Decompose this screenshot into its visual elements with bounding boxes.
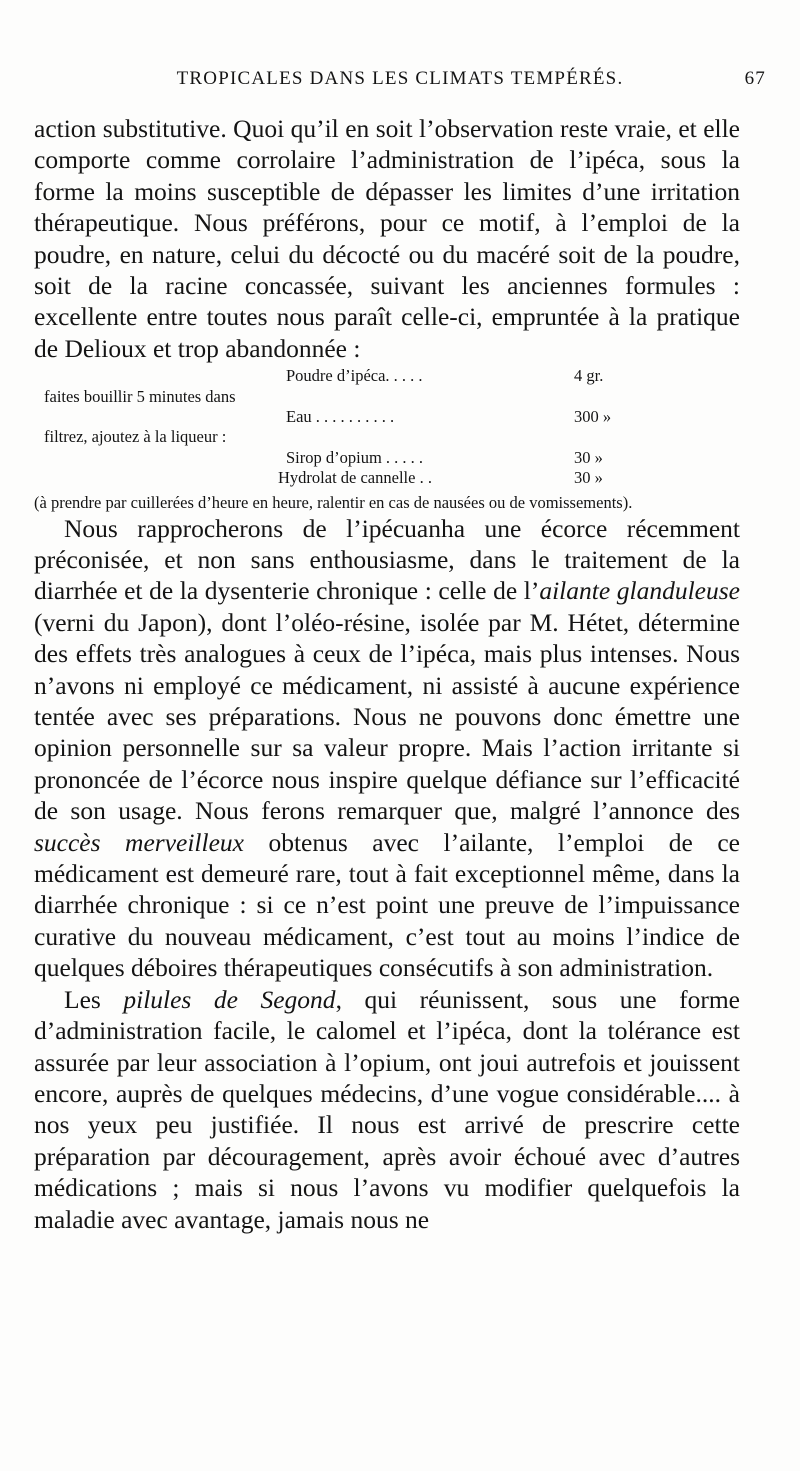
recipe-instruction: filtrez, ajoutez à la liqueur : (44, 427, 227, 447)
recipe-line (34, 366, 740, 386)
recipe-quantity: 4 gr. (574, 366, 604, 386)
recipe-line (34, 407, 740, 427)
text-run: Les (64, 984, 124, 1014)
paragraph-2 (34, 513, 740, 984)
italic-term: succès merveilleux (34, 827, 244, 857)
recipe-line (34, 448, 740, 468)
text-run: Nous rapprocherons de l’ipécuanha une écorce récemment préconisée, et non sans enthousiasme, dans le traitement de la diarrhée et de la dysenterie chronique : celle de l’ (34, 513, 740, 606)
text-run: (verni du Japon), dont l’oléo-résine, isolée par M. Hétet, détermine des effets très analogues à ceux de l’ipéca, mais plus intenses. Nous n’avons ni employé ce médicament, ni assisté à aucune expérience tentée avec ses préparations. Nous ne pouvons donc émettre une opinion personnelle sur sa valeur propre. Mais l’action irritante si prononcée de l’écorce nous inspire quelque défiance sur l’efficacité de son usage. Nous ferons remarquer que, malgré l’annonce des (34, 607, 740, 826)
recipe-block (34, 366, 740, 488)
running-title: TROPICALES DANS LES CLIMATS TEMPÉRÉS. (176, 68, 624, 89)
text-run: , qui réunissent, sous une forme d’administration facile, le calomel et l’ipéca, dont la tolérance est assurée par leur association à l’opium, ont joui autrefois et jouissent encore, auprès de quelques médecins, d’une vogue considérable.... à nos yeux peu justifiée. Il nous est arrivé de prescrire cette préparation par découragement, après avoir échoué avec d’autres médications ; mais si nous l’avons vu modifier quelquefois la maladie avec avantage, jamais nous ne (34, 984, 740, 1234)
recipe-ingredient: Hydrolat de cannelle . . (278, 468, 432, 488)
recipe-note: (à prendre par cuillerées d’heure en heure, ralentir en cas de nausées ou de vomissements). (34, 492, 633, 512)
recipe-line (34, 468, 740, 488)
paragraph-1: action substitutive. Quoi qu’il en soit l’observation reste vraie, et elle comporte comme corrolaire l’administration de l’ipéca, sous la forme la moins susceptible de dépasser les limites d’une irritation thérapeutique. Nous préférons, pour ce motif, à l’emploi de la poudre, en nature, celui du décocté ou du macéré soit de la poudre, soit de la racine concassée, suivant les anciennes formules : excellente entre toutes nous paraît celle-ci, empruntée à la pratique de Delioux et trop abandonnée : (34, 114, 740, 363)
italic-term: ailante glanduleuse (539, 576, 740, 606)
italic-term: pilules de Segond (123, 984, 336, 1014)
recipe-instruction: faites bouillir 5 minutes dans (44, 386, 236, 406)
recipe-line (34, 387, 740, 407)
recipe-ingredient: Sirop d’opium . . . . . (286, 447, 424, 467)
recipe-ingredient: Eau . . . . . . . . . . (286, 407, 395, 427)
recipe-quantity: 30 » (574, 468, 603, 488)
recipe-quantity: 30 » (574, 447, 603, 467)
page-body (34, 113, 740, 1235)
recipe-quantity: 300 » (574, 407, 612, 427)
recipe-line (34, 427, 740, 447)
recipe-ingredient: Poudre d’ipéca. . . . . (286, 366, 423, 386)
page-number: 67 (744, 68, 766, 89)
running-head (34, 68, 766, 98)
paragraph-3 (34, 984, 740, 1235)
text-run: obtenus avec l’ailante, l’emploi de ce médicament est demeuré rare, tout à fait exceptionnel même, dans la diarrhée chronique : si ce n’est point une preuve de l’impuissance curative du nouveau médicament, c’est tout au moins l’indice de quelques déboires thérapeutiques consécutifs à son administration. (34, 827, 740, 983)
